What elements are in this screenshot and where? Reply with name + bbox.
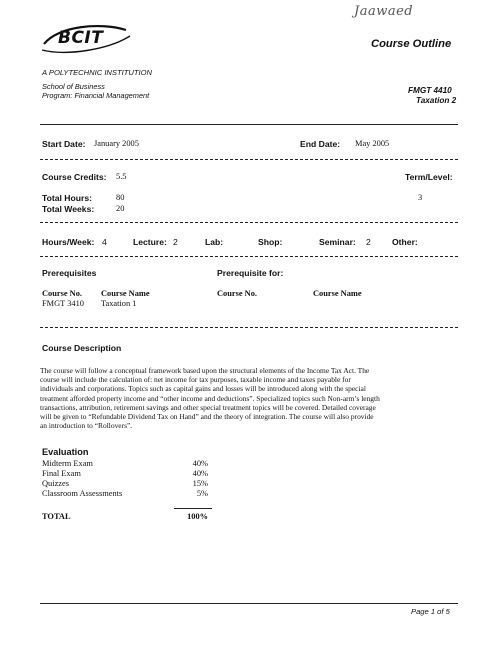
prereq-row-course-no: FMGT 3410 (42, 299, 84, 308)
total-weeks-label: Total Weeks: (42, 204, 95, 214)
end-date-label: End Date: (300, 139, 341, 149)
total-hours-value: 80 (116, 193, 125, 202)
footer-divider (40, 603, 458, 604)
lecture-label: Lecture: (133, 237, 167, 247)
evaluation-item-pct: 5% (196, 489, 208, 498)
start-date-label: Start Date: (42, 139, 86, 149)
description-line: The course will follow a conceptual framework based upon the structural elements of the Income Tax Act. The (40, 366, 370, 375)
prerequisites-heading: Prerequisites (42, 268, 97, 278)
header-divider (40, 124, 458, 125)
total-weeks-value: 20 (116, 204, 125, 213)
bcit-logo-text: BCIT (58, 28, 104, 48)
divider-1 (40, 159, 458, 160)
evaluation-item-name: Midterm Exam (42, 459, 93, 468)
lab-label: Lab: (205, 237, 224, 247)
bcit-logo (38, 20, 134, 56)
prereq-course-no-header: Course No. (42, 289, 83, 298)
description-line: will be given to “Refundable Dividend Tax on Hand” and the theory of integration. The course will also provide (40, 412, 374, 422)
divider-4 (40, 327, 458, 328)
handwritten-note: Jaawaed (354, 4, 414, 19)
evaluation-item-name: Quizzes (42, 479, 69, 488)
course-description-text (40, 366, 462, 430)
school-name: School of Business (42, 82, 105, 91)
course-title: Taxation 2 (416, 96, 457, 105)
shop-label: Shop: (258, 237, 283, 247)
seminar-value: 2 (366, 237, 371, 247)
prerequisite-for-heading: Prerequisite for: (217, 268, 284, 278)
evaluation-heading: Evaluation (42, 447, 89, 457)
end-date-value: May 2005 (355, 139, 390, 148)
evaluation-total-rule (174, 508, 212, 509)
course-code: FMGT 4410 (408, 86, 452, 95)
description-line: treatment afforded property income and “other income and deductions”. Specialized topics such Non-arm’s length (40, 393, 380, 403)
total-hours-label: Total Hours: (42, 193, 92, 203)
lecture-value: 2 (173, 237, 178, 247)
evaluation-item-pct: 40% (192, 459, 208, 468)
description-line: individuals and corporations. Topics such as capital gains and losses will be introduced along with the special (40, 384, 366, 394)
evaluation-total-label: TOTAL (42, 512, 71, 521)
description-line: an introduction to “Rollovers”. (40, 421, 133, 431)
other-label: Other: (392, 237, 418, 247)
evaluation-item-pct: 15% (192, 479, 208, 488)
evaluation-item-name: Classroom Assessments (42, 489, 123, 498)
page-title: Course Outline (371, 38, 452, 50)
description-line: course will include the calculation of: net income for tax purposes, taxable income and taxes payable for (40, 375, 351, 385)
program-name: Program: Financial Management (42, 91, 150, 100)
divider-3 (40, 256, 458, 257)
course-description-heading: Course Description (42, 343, 122, 353)
prereq-row-course-name: Taxation 1 (101, 299, 137, 308)
description-line: transactions, attribution, retirement savings and other special treatment topics will be covered. Detailed coverage (40, 402, 376, 412)
page-number: Page 1 of 5 (411, 607, 450, 616)
prereq-for-course-name-header: Course Name (313, 289, 362, 298)
evaluation-item-name: Final Exam (42, 469, 81, 478)
evaluation-total-value: 100% (187, 512, 208, 521)
seminar-label: Seminar: (319, 237, 356, 247)
divider-2 (40, 222, 458, 223)
prereq-for-course-no-header: Course No. (217, 289, 258, 298)
course-credits-label: Course Credits: (42, 172, 107, 182)
start-date-value: January 2005 (94, 139, 139, 148)
hours-week-label: Hours/Week: (42, 237, 95, 247)
prereq-course-name-header: Course Name (101, 289, 150, 298)
term-level-label: Term/Level: (405, 172, 453, 182)
hours-week-value: 4 (102, 237, 107, 247)
evaluation-item-pct: 40% (192, 469, 208, 478)
course-credits-value: 5.5 (116, 172, 127, 181)
institution-type: A POLYTECHNIC INSTITUTION (42, 68, 152, 77)
term-level-value: 3 (418, 193, 423, 202)
